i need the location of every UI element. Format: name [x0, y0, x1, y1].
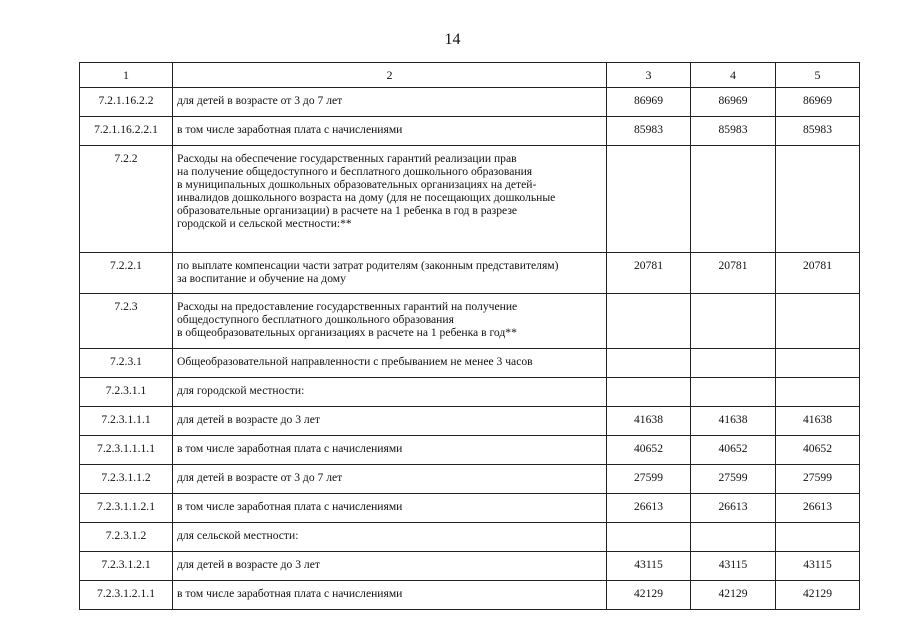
row-description: для сельской местности: [173, 523, 607, 552]
row-value-col5: 43115 [776, 552, 860, 581]
row-value-col5: 26613 [776, 494, 860, 523]
row-value-col3: 41638 [607, 407, 691, 436]
row-code: 7.2.1.16.2.2.1 [80, 117, 173, 146]
row-code: 7.2.3.1.1.1 [80, 407, 173, 436]
row-value-col5: 85983 [776, 117, 860, 146]
row-code: 7.2.2.1 [80, 253, 173, 294]
table-row [80, 88, 860, 117]
row-value-col3: 42129 [607, 581, 691, 610]
row-description: в том числе заработная плата с начислениями [173, 436, 607, 465]
row-value-col3 [607, 294, 691, 349]
row-value-col4: 86969 [691, 88, 776, 117]
row-code: 7.2.3.1.1.2.1 [80, 494, 173, 523]
header-cell-5: 5 [776, 63, 860, 88]
row-description: для детей в возрасте от 3 до 7 лет [173, 88, 607, 117]
table-row [80, 581, 860, 610]
row-value-col5: 86969 [776, 88, 860, 117]
table-row [80, 407, 860, 436]
table-row [80, 294, 860, 349]
row-value-col5: 40652 [776, 436, 860, 465]
row-value-col4: 43115 [691, 552, 776, 581]
row-description: Расходы на предоставление государственных гарантий на получение общедоступного бесплатного дошкольного образования в общеобразовательных организациях в расчете на 1 ребенка в год** [173, 294, 607, 349]
table-row [80, 378, 860, 407]
row-code: 7.2.3 [80, 294, 173, 349]
row-value-col3: 86969 [607, 88, 691, 117]
row-code: 7.2.3.1.1.1.1 [80, 436, 173, 465]
row-description: Расходы на обеспечение государственных гарантий реализации прав на получение общедоступного и бесплатного дошкольного образования в муниципальных дошкольных образовательных организациях на детей- инвалидов дошкольного возраста на дому (для не посещающих дошкольные образовательные организации) в расчете на 1 ребенка в год в разрезе городской и сельской местности:** [173, 146, 607, 253]
table-row [80, 253, 860, 294]
row-value-col4 [691, 146, 776, 253]
row-value-col3: 85983 [607, 117, 691, 146]
row-value-col3: 27599 [607, 465, 691, 494]
row-code: 7.2.2 [80, 146, 173, 253]
row-value-col3: 40652 [607, 436, 691, 465]
table-body [80, 88, 860, 610]
row-value-col4 [691, 294, 776, 349]
row-description: для городской местности: [173, 378, 607, 407]
table-row [80, 436, 860, 465]
table-row [80, 117, 860, 146]
row-value-col4: 85983 [691, 117, 776, 146]
row-value-col3 [607, 349, 691, 378]
row-value-col4: 27599 [691, 465, 776, 494]
row-value-col3 [607, 378, 691, 407]
row-code: 7.2.3.1.2.1 [80, 552, 173, 581]
header-cell-2: 2 [173, 63, 607, 88]
row-description: Общеобразовательной направленности с пребыванием не менее 3 часов [173, 349, 607, 378]
row-code: 7.2.3.1.1.2 [80, 465, 173, 494]
row-value-col5: 42129 [776, 581, 860, 610]
row-description: в том числе заработная плата с начислениями [173, 494, 607, 523]
row-value-col3: 43115 [607, 552, 691, 581]
row-description: для детей в возрасте от 3 до 7 лет [173, 465, 607, 494]
row-code: 7.2.3.1.2.1.1 [80, 581, 173, 610]
row-description: по выплате компенсации части затрат родителям (законным представителям) за воспитание и обучение на дому [173, 253, 607, 294]
row-value-col5 [776, 523, 860, 552]
table-row [80, 552, 860, 581]
row-value-col4 [691, 349, 776, 378]
row-value-col3 [607, 146, 691, 253]
row-value-col3: 20781 [607, 253, 691, 294]
expenses-table [79, 62, 860, 610]
row-code: 7.2.3.1.1 [80, 378, 173, 407]
row-code: 7.2.1.16.2.2 [80, 88, 173, 117]
row-description: в том числе заработная плата с начислениями [173, 117, 607, 146]
row-value-col5 [776, 146, 860, 253]
header-row [80, 63, 860, 88]
row-value-col4: 26613 [691, 494, 776, 523]
table-row [80, 146, 860, 253]
row-value-col4: 42129 [691, 581, 776, 610]
row-value-col3 [607, 523, 691, 552]
row-value-col4 [691, 523, 776, 552]
row-code: 7.2.3.1 [80, 349, 173, 378]
row-value-col5 [776, 378, 860, 407]
table-row [80, 349, 860, 378]
row-value-col4 [691, 378, 776, 407]
header-cell-3: 3 [607, 63, 691, 88]
row-value-col4: 40652 [691, 436, 776, 465]
row-description: для детей в возрасте до 3 лет [173, 552, 607, 581]
header-cell-4: 4 [691, 63, 776, 88]
row-code: 7.2.3.1.2 [80, 523, 173, 552]
row-value-col5: 20781 [776, 253, 860, 294]
row-value-col5: 27599 [776, 465, 860, 494]
page-number: 14 [444, 31, 461, 48]
row-value-col4: 20781 [691, 253, 776, 294]
row-value-col5 [776, 294, 860, 349]
table-row [80, 465, 860, 494]
row-description: для детей в возрасте до 3 лет [173, 407, 607, 436]
row-value-col4: 41638 [691, 407, 776, 436]
table-row [80, 523, 860, 552]
row-value-col5: 41638 [776, 407, 860, 436]
table-row [80, 494, 860, 523]
header-cell-1: 1 [80, 63, 173, 88]
row-value-col3: 26613 [607, 494, 691, 523]
row-description: в том числе заработная плата с начислениями [173, 581, 607, 610]
row-value-col5 [776, 349, 860, 378]
